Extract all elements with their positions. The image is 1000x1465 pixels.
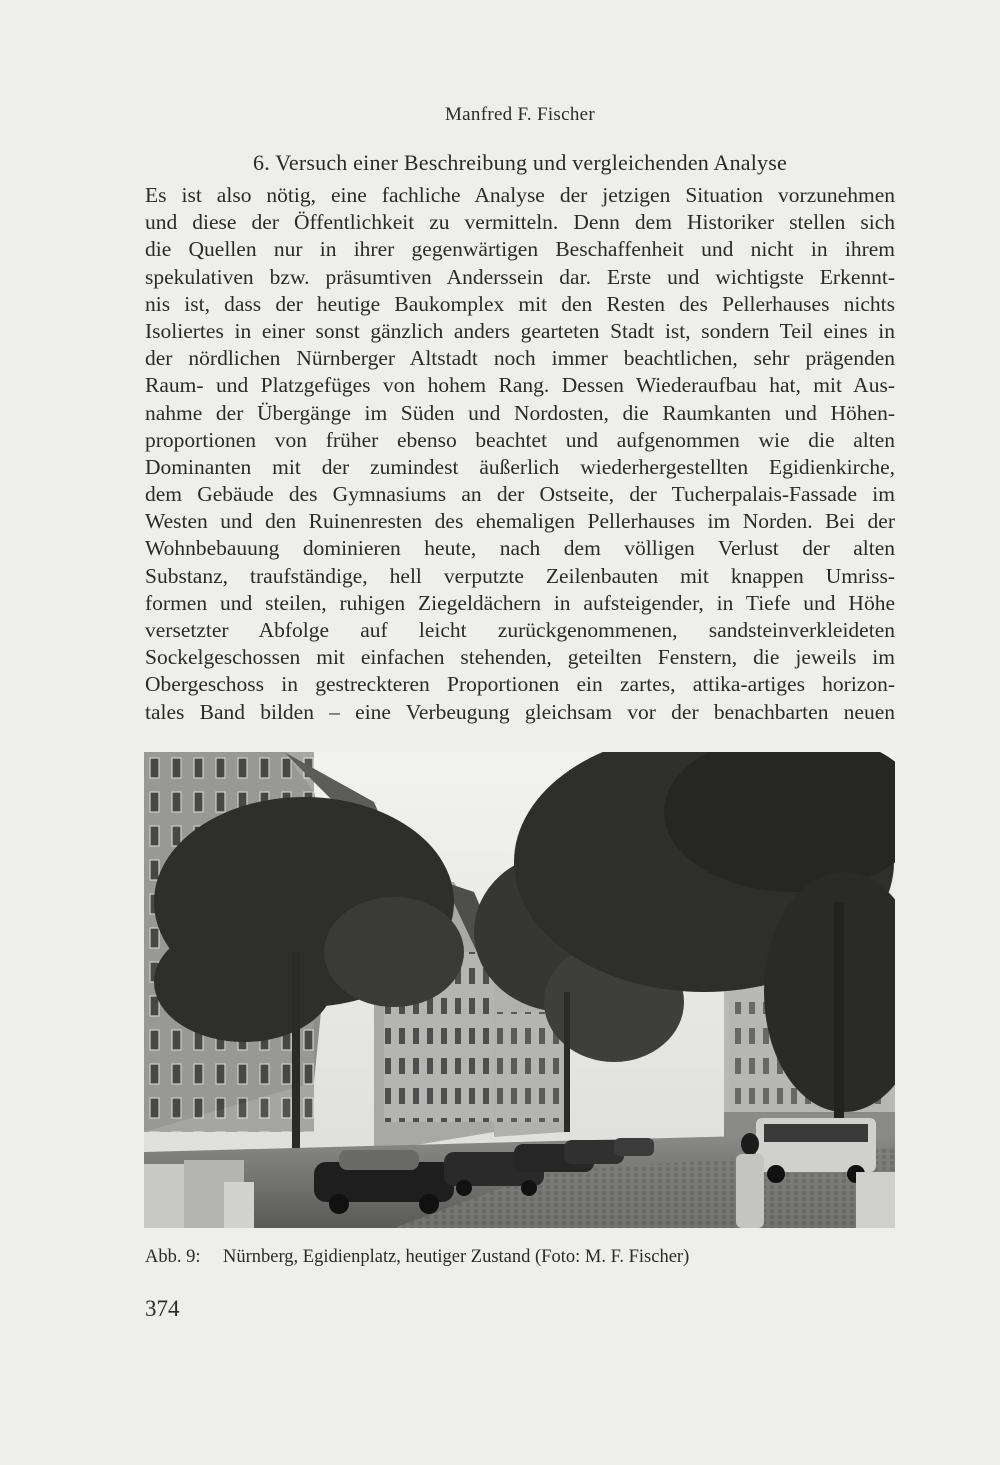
text-line: spekulativen bzw. präsumtiven Anderssein dar. Erste und wichtigste Erkennt- [145, 264, 895, 289]
text-line: formen und steilen, ruhigen Ziegeldächern in aufsteigender, in Tiefe und Höhe [145, 590, 895, 615]
text-line: proportionen von früher ebenso beachtet und aufgenommen wie die alten [145, 427, 895, 452]
text-line: Isoliertes in einer sonst gänzlich anders gearteten Stadt ist, sondern Teil eines in [145, 318, 895, 343]
text-line: Sockelgeschossen mit einfachen stehenden, geteilten Fenstern, die jeweils im [145, 645, 895, 670]
figure-photo [144, 752, 895, 1228]
text-line: der nördlichen Nürnberger Altstadt noch immer beachtlichen, sehr prägenden [145, 346, 895, 371]
body-text [145, 182, 895, 726]
text-line: dem Gebäude des Gymnasiums an der Ostseite, der Tucherpalais-Fassade im [145, 482, 895, 507]
caption-label: Abb. 9: [145, 1247, 201, 1267]
text-line: Westen und den Ruinenresten des ehemaligen Pellerhauses im Norden. Bei der [145, 509, 895, 534]
text-line: Es ist also nötig, eine fachliche Analyse der jetzigen Situation vorzunehmen [145, 183, 895, 207]
text-line: die Quellen nur in ihrer gegenwärtigen Beschaffenheit und nicht in ihrem [145, 237, 895, 262]
text-line: und diese der Öffentlichkeit zu vermitteln. Denn dem Historiker stellen sich [145, 210, 895, 235]
text-line: Obergeschoss in gestreckteren Proportionen ein zartes, attika-artiges horizon- [145, 672, 895, 697]
running-head: Manfred F. Fischer [444, 104, 596, 125]
text-line: Raum- und Platzgefüges von hohem Rang. Dessen Wiederaufbau hat, mit Aus- [145, 373, 895, 398]
text-line: Wohnbebauung dominieren heute, nach dem völligen Verlust der alten [145, 536, 895, 561]
figure-caption [145, 1247, 689, 1268]
text-line: nis ist, dass der heutige Baukomplex mit den Resten des Pellerhauses nichts [145, 291, 895, 316]
caption-text: Nürnberg, Egidienplatz, heutiger Zustand (Foto: M. F. Fischer) [223, 1247, 690, 1267]
text-line: Dominanten mit der zumindest äußerlich wiederhergestellten Egidienkirche, [145, 454, 895, 479]
page-number: 374 [145, 1296, 180, 1321]
text-line: tales Band bilden – eine Verbeugung gleichsam vor der benachbarten neuen [145, 699, 895, 724]
section-title: 6. Versuch einer Beschreibung und vergleichenden Analyse [253, 150, 787, 175]
text-line: nahme der Übergänge im Süden und Nordosten, die Raumkanten und Höhen- [145, 400, 895, 425]
text-line: versetzter Abfolge auf leicht zurückgenommenen, sandsteinverkleideten [145, 618, 895, 642]
text-line: Substanz, traufständige, hell verputzte Zeilenbauten mit knappen Umriss- [145, 563, 895, 588]
